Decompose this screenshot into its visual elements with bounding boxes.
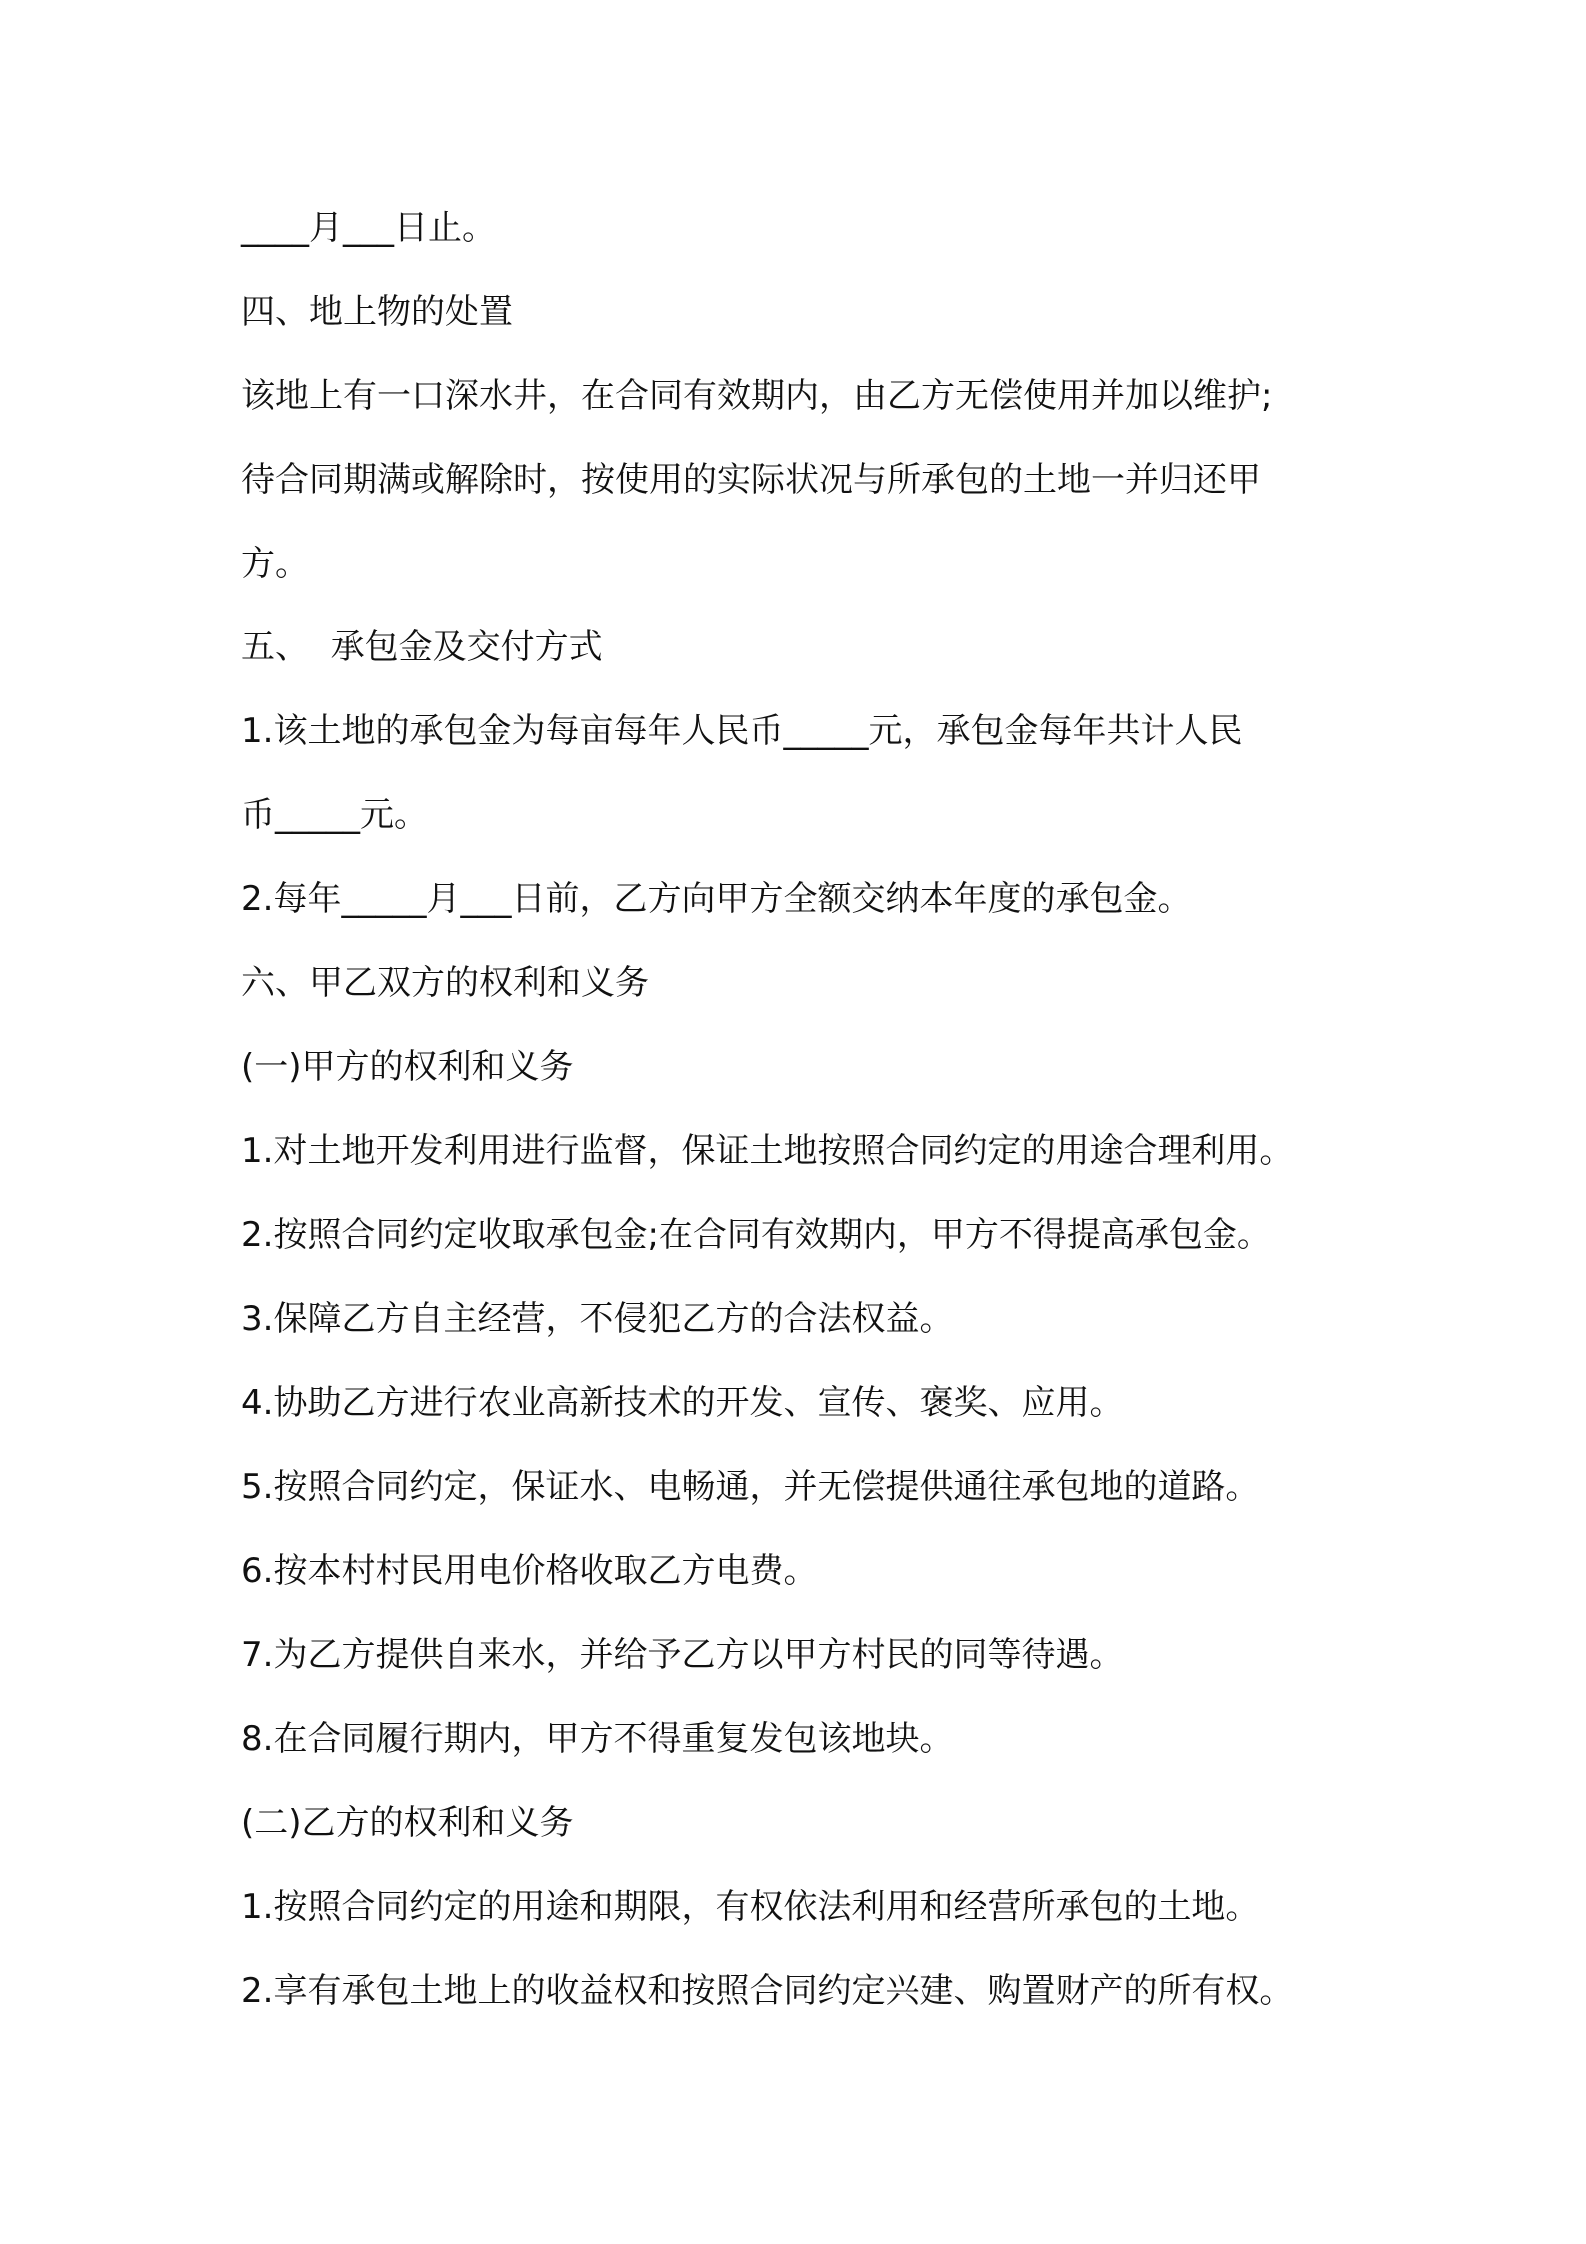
- heading-section-5: 五、 承包金及交付方式: [241, 627, 603, 667]
- clause-line: 4.协助乙方进行农业高新技术的开发、宣传、褒奖、应用。: [241, 1383, 1124, 1423]
- paragraph-line: 方。: [241, 544, 309, 584]
- clause-line: 1.按照合同约定的用途和期限，有权依法利用和经营所承包的土地。: [241, 1887, 1260, 1927]
- clause-line: 5.按照合同约定，保证水、电畅通，并无偿提供通往承包地的道路。: [241, 1467, 1260, 1507]
- clause-line: 3.保障乙方自主经营，不侵犯乙方的合法权益。: [241, 1299, 954, 1339]
- clause-line: 6.按本村村民用电价格收取乙方电费。: [241, 1551, 818, 1591]
- heading-section-6: 六、甲乙双方的权利和义务: [241, 963, 649, 1003]
- clause-line: 2.按照合同约定收取承包金;在合同有效期内，甲方不得提高承包金。: [241, 1215, 1271, 1255]
- heading-section-4: 四、地上物的处置: [241, 292, 513, 332]
- clause-line: 7.为乙方提供自来水，并给予乙方以甲方村民的同等待遇。: [241, 1635, 1124, 1675]
- text-line-date-end: ____月___日止。: [241, 208, 496, 248]
- paragraph-line: 该地上有一口深水井，在合同有效期内，由乙方无偿使用并加以维护;: [241, 376, 1273, 416]
- paragraph-line: 待合同期满或解除时，按使用的实际状况与所承包的土地一并归还甲: [241, 460, 1261, 500]
- clause-line: 2.享有承包土地上的收益权和按照合同约定兴建、购置财产的所有权。: [241, 1971, 1294, 2011]
- clause-line: 8.在合同履行期内，甲方不得重复发包该地块。: [241, 1719, 954, 1759]
- clause-line: 2.每年_____月___日前，乙方向甲方全额交纳本年度的承包金。: [241, 879, 1192, 919]
- clause-line: 1.对土地开发利用进行监督，保证土地按照合同约定的用途合理利用。: [241, 1131, 1294, 1171]
- clause-line: 币_____元。: [241, 795, 428, 835]
- subheading-party-b: (二)乙方的权利和义务: [241, 1803, 574, 1843]
- subheading-party-a: (一)甲方的权利和义务: [241, 1047, 574, 1087]
- clause-line: 1.该土地的承包金为每亩每年人民币_____元，承包金每年共计人民: [241, 711, 1243, 751]
